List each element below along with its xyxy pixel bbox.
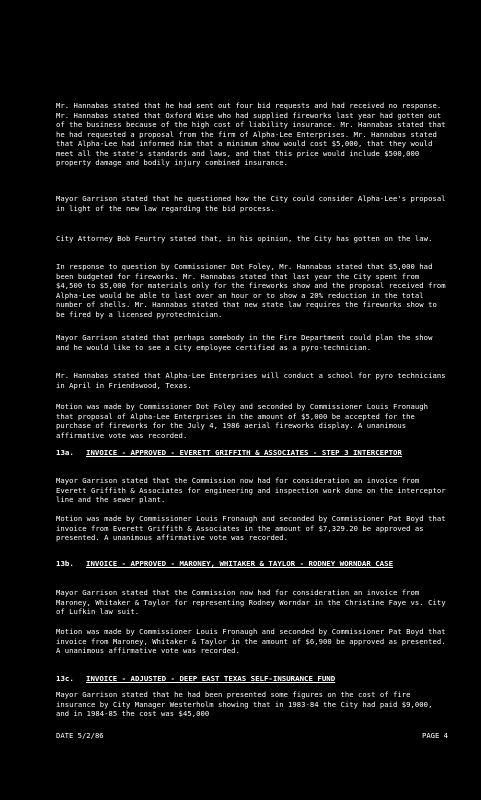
paragraph-griffith-invoice: Mayor Garrison stated that the Commission now had for consideration an invoice from Everett Griffith & Associates for engineering and inspection work done on the interceptor line and the sewer plant.	[56, 476, 446, 504]
paragraph-maroney-motion: Motion was made by Commissioner Louis Fronaugh and seconded by Commissioner Pat Boyd that invoice from Maroney, Whitaker & Taylor in the amount of $6,900 be approved as presented. A unanimous affirmative vote was recorded.	[56, 627, 446, 655]
section-title: INVOICE - APPROVED - MARONEY, WHITAKER & TAYLOR - RODNEY WORNDAR CASE	[86, 559, 394, 568]
section-number: 13c.	[56, 674, 74, 683]
paragraph-fireworks-motion: Motion was made by Commissioner Dot Foley and seconded by Commissioner Louis Fronaugh that proposal of Alpha-Lee Enterprises in the amount of $5,000 be accepted for the purchase of fireworks for the July 4, 1986 aerial fireworks display. A unanimous affirmative vote was recorded.	[56, 402, 429, 440]
paragraph-hannabas-bids: Mr. Hannabas stated that he had sent out four bid requests and had received no response. Mr. Hannabas stated that Oxford Wise who had supplied fireworks last year had gotten out of the business because of the high cost of liability insurance. Mr. Hannabas stated that he had requested a proposal from the firm of Alpha-Lee Enterprises. Mr. Hannabas stated that Alpha-Lee had informed him that a minimum show would cost $5,000, that they would meet all the state's standards and laws, and that this price would include $500,000 property damage and bodily injury combined insurance.	[56, 101, 446, 167]
paragraph-maroney-invoice: Mayor Garrison stated that the Commission now had for consideration an invoice from Maroney, Whitaker & Taylor for representing Rodney Worndar in the Christine Faye vs. City of Lufkin law suit.	[56, 588, 446, 616]
section-heading-13b	[56, 559, 456, 569]
paragraph-griffith-motion: Motion was made by Commissioner Louis Fronaugh and seconded by Commissioner Pat Boyd that invoice from Everett Griffith & Associates in the amount of $7,329.20 be approved as presented. A unanimous affirmative vote was recorded.	[56, 514, 446, 542]
section-heading-13c	[56, 674, 456, 684]
paragraph-garrison-question: Mayor Garrison stated that he questioned how the City could consider Alpha-Lee's proposal in light of the new law regarding the bid process.	[56, 194, 446, 213]
paragraph-foley-question: In response to question by Commissioner Dot Foley, Mr. Hannabas stated that $5,000 had been budgeted for fireworks. Mr. Hannabas stated that last year the City spent from $4,500 to $5,000 for materials only for the fireworks show and the proposal received from Alpha-Lee would be able to last over an hour or to show a 20% reduction in the total number of shells. Mr. Hannabas stated that new state law requires the fireworks show to be fired by a licensed pyrotechnician.	[56, 262, 446, 319]
section-title: INVOICE - APPROVED - EVERETT GRIFFITH & ASSOCIATES - STEP 3 INTERCEPTOR	[86, 448, 402, 457]
section-title: INVOICE - ADJUSTED - DEEP EAST TEXAS SELF-INSURANCE FUND	[86, 674, 336, 683]
paragraph-attorney-opinion: City Attorney Bob Feurtry stated that, in his opinion, the City has gotten on the law.	[56, 234, 433, 243]
footer-date: DATE 5/2/86	[56, 731, 104, 740]
paragraph-pyro-school: Mr. Hannabas stated that Alpha-Lee Enterprises will conduct a school for pyro technicians in April in Friendswood, Texas.	[56, 371, 446, 390]
section-number: 13a.	[56, 448, 74, 457]
footer-page-number: PAGE 4	[422, 731, 448, 740]
paragraph-fire-department: Mayor Garrison stated that perhaps somebody in the Fire Department could plan the show and he would like to see a City employee certified as a pyro-technician.	[56, 333, 433, 352]
section-number: 13b.	[56, 559, 74, 568]
paragraph-insurance-fund: Mayor Garrison stated that he had been presented some figures on the cost of fire insurance by City Manager Westerholm showing that in 1983-84 the City had paid $9,000, and in 1984-85 the cost was $45,000	[56, 690, 433, 718]
section-heading-13a	[56, 448, 456, 458]
